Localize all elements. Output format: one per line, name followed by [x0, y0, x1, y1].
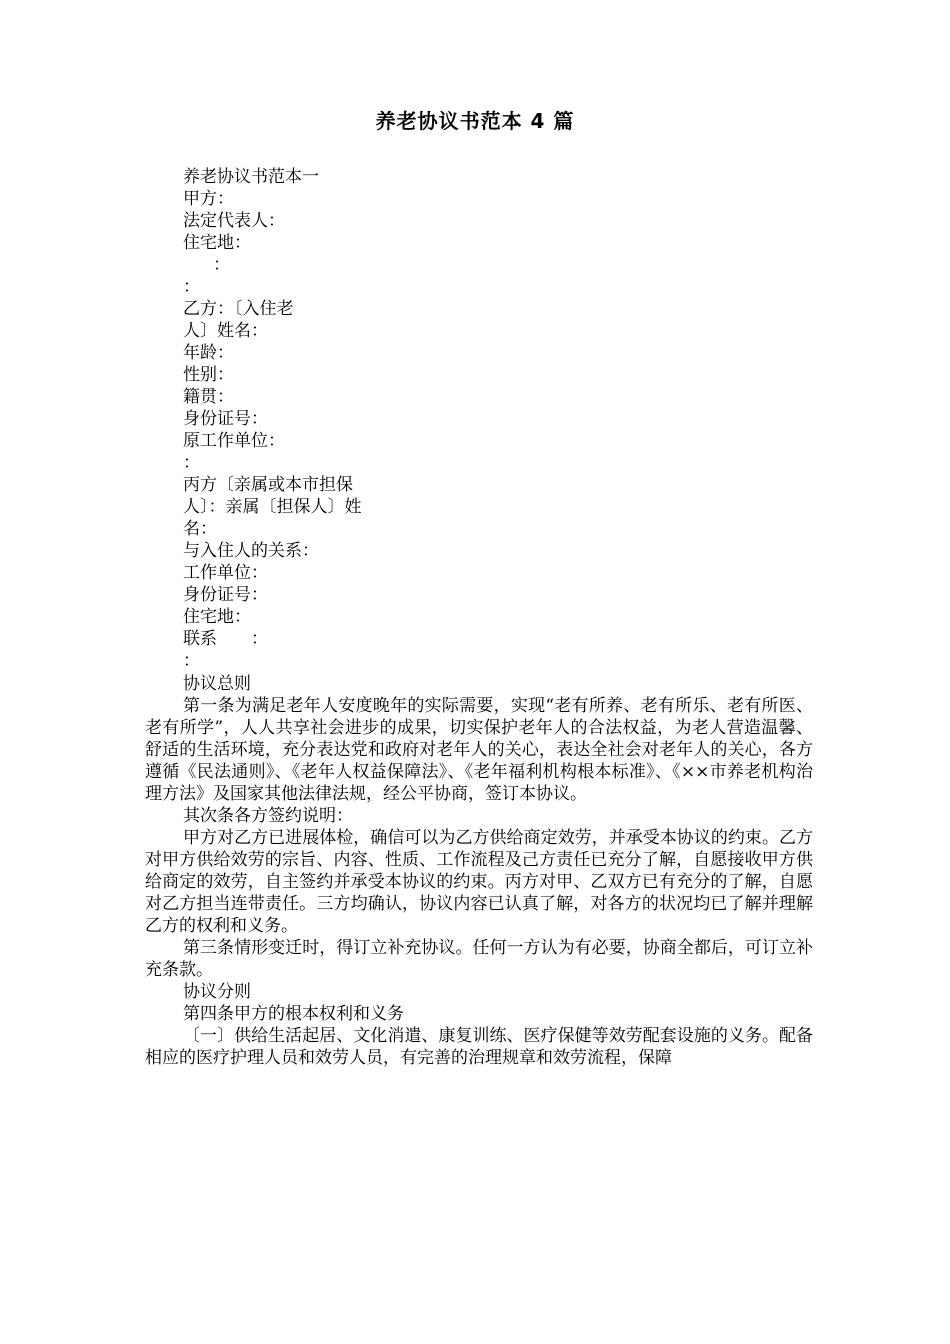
blank-line: ： [183, 453, 200, 473]
employer-label: 工作单位： [183, 563, 268, 583]
article-3: 第三条情形变迁时，得订立补充协议。任何一方认为有必要，协商全都后，可订立补充条款。 [145, 938, 813, 980]
article-4-heading: 第四条甲方的根本权利和义务 [183, 1004, 404, 1024]
article-4-item-1: 〔一〕供给生活起居、文化消遣、康复训练、医疗保健等效劳配套设施的义务。配备相应的医疗护理人员和效劳人员，有完善的治理规章和效劳流程，保障 [145, 1026, 813, 1068]
document-title: 养老协议书范本 4 篇 [375, 109, 575, 133]
party-c-label: 丙方〔亲属或本市担保 [183, 475, 353, 495]
party-a-label: 甲方： [183, 189, 234, 209]
legal-rep-label: 法定代表人： [183, 211, 285, 231]
article-2-heading: 其次条各方签约说明： [183, 806, 353, 826]
agreement-body [145, 673, 813, 1069]
gender-label: 性别： [183, 365, 234, 385]
blank-line: ： [183, 277, 200, 297]
specific-provisions-heading: 协议分则 [183, 982, 251, 1002]
party-b-name-label: 人〕姓名： [183, 321, 268, 341]
party-b-label: 乙方：〔入住老 [183, 299, 294, 319]
hometown-label: 籍贯： [183, 387, 234, 407]
section-heading: 养老协议书范本一 [183, 167, 319, 187]
party-info-block [183, 166, 423, 672]
general-provisions-heading: 协议总则 [183, 674, 251, 694]
party-c-id-label: 身份证号： [183, 585, 268, 605]
party-c-label-cont: 人〕：亲属〔担保人〕姓 [183, 497, 362, 517]
article-2-body: 甲方对乙方已进展体检，确信可以为乙方供给商定效劳，并承受本协议的约束。乙方对甲方供给效劳的宗旨、内容、性质、工作流程及己方责任已充分了解，自愿接收甲方供给商定的效劳，自主签约并承受本协议的约束。丙方对甲、乙双方已有充分的了解，自愿对乙方担当连带责任。三方均确认，协议内容已认真了解，对各方的状况均已了解并理解乙方的权利和义务。 [145, 828, 813, 936]
relationship-label: 与入住人的关系： [183, 541, 319, 561]
id-number-label: 身份证号： [183, 409, 268, 429]
age-label: 年龄： [183, 343, 234, 363]
article-1: 第一条为满足老年人安度晚年的实际需要，实现“老有所养、老有所乐、老有所医、老有所学”，人人共享社会进步的成果，切实保护老年人的合法权益，为老人营造温馨、舒适的生活环境，充分表达党和政府对老年人的关心，表达全社会对老年人的关心，各方遵循《民法通则》、《老年人权益保障法》、《老年福利机构根本标准》、《××市养老机构治理方法》及国家其他法律法规，经公平协商，签订本协议。 [145, 696, 813, 804]
blank-line: ： [213, 255, 230, 275]
contact-label: 联系 ： [183, 629, 268, 649]
blank-line: ： [183, 651, 200, 671]
party-a-address-label: 住宅地： [183, 233, 251, 253]
party-c-name-label: 名： [183, 519, 217, 539]
former-employer-label: 原工作单位： [183, 431, 285, 451]
party-c-address-label: 住宅地： [183, 607, 251, 627]
